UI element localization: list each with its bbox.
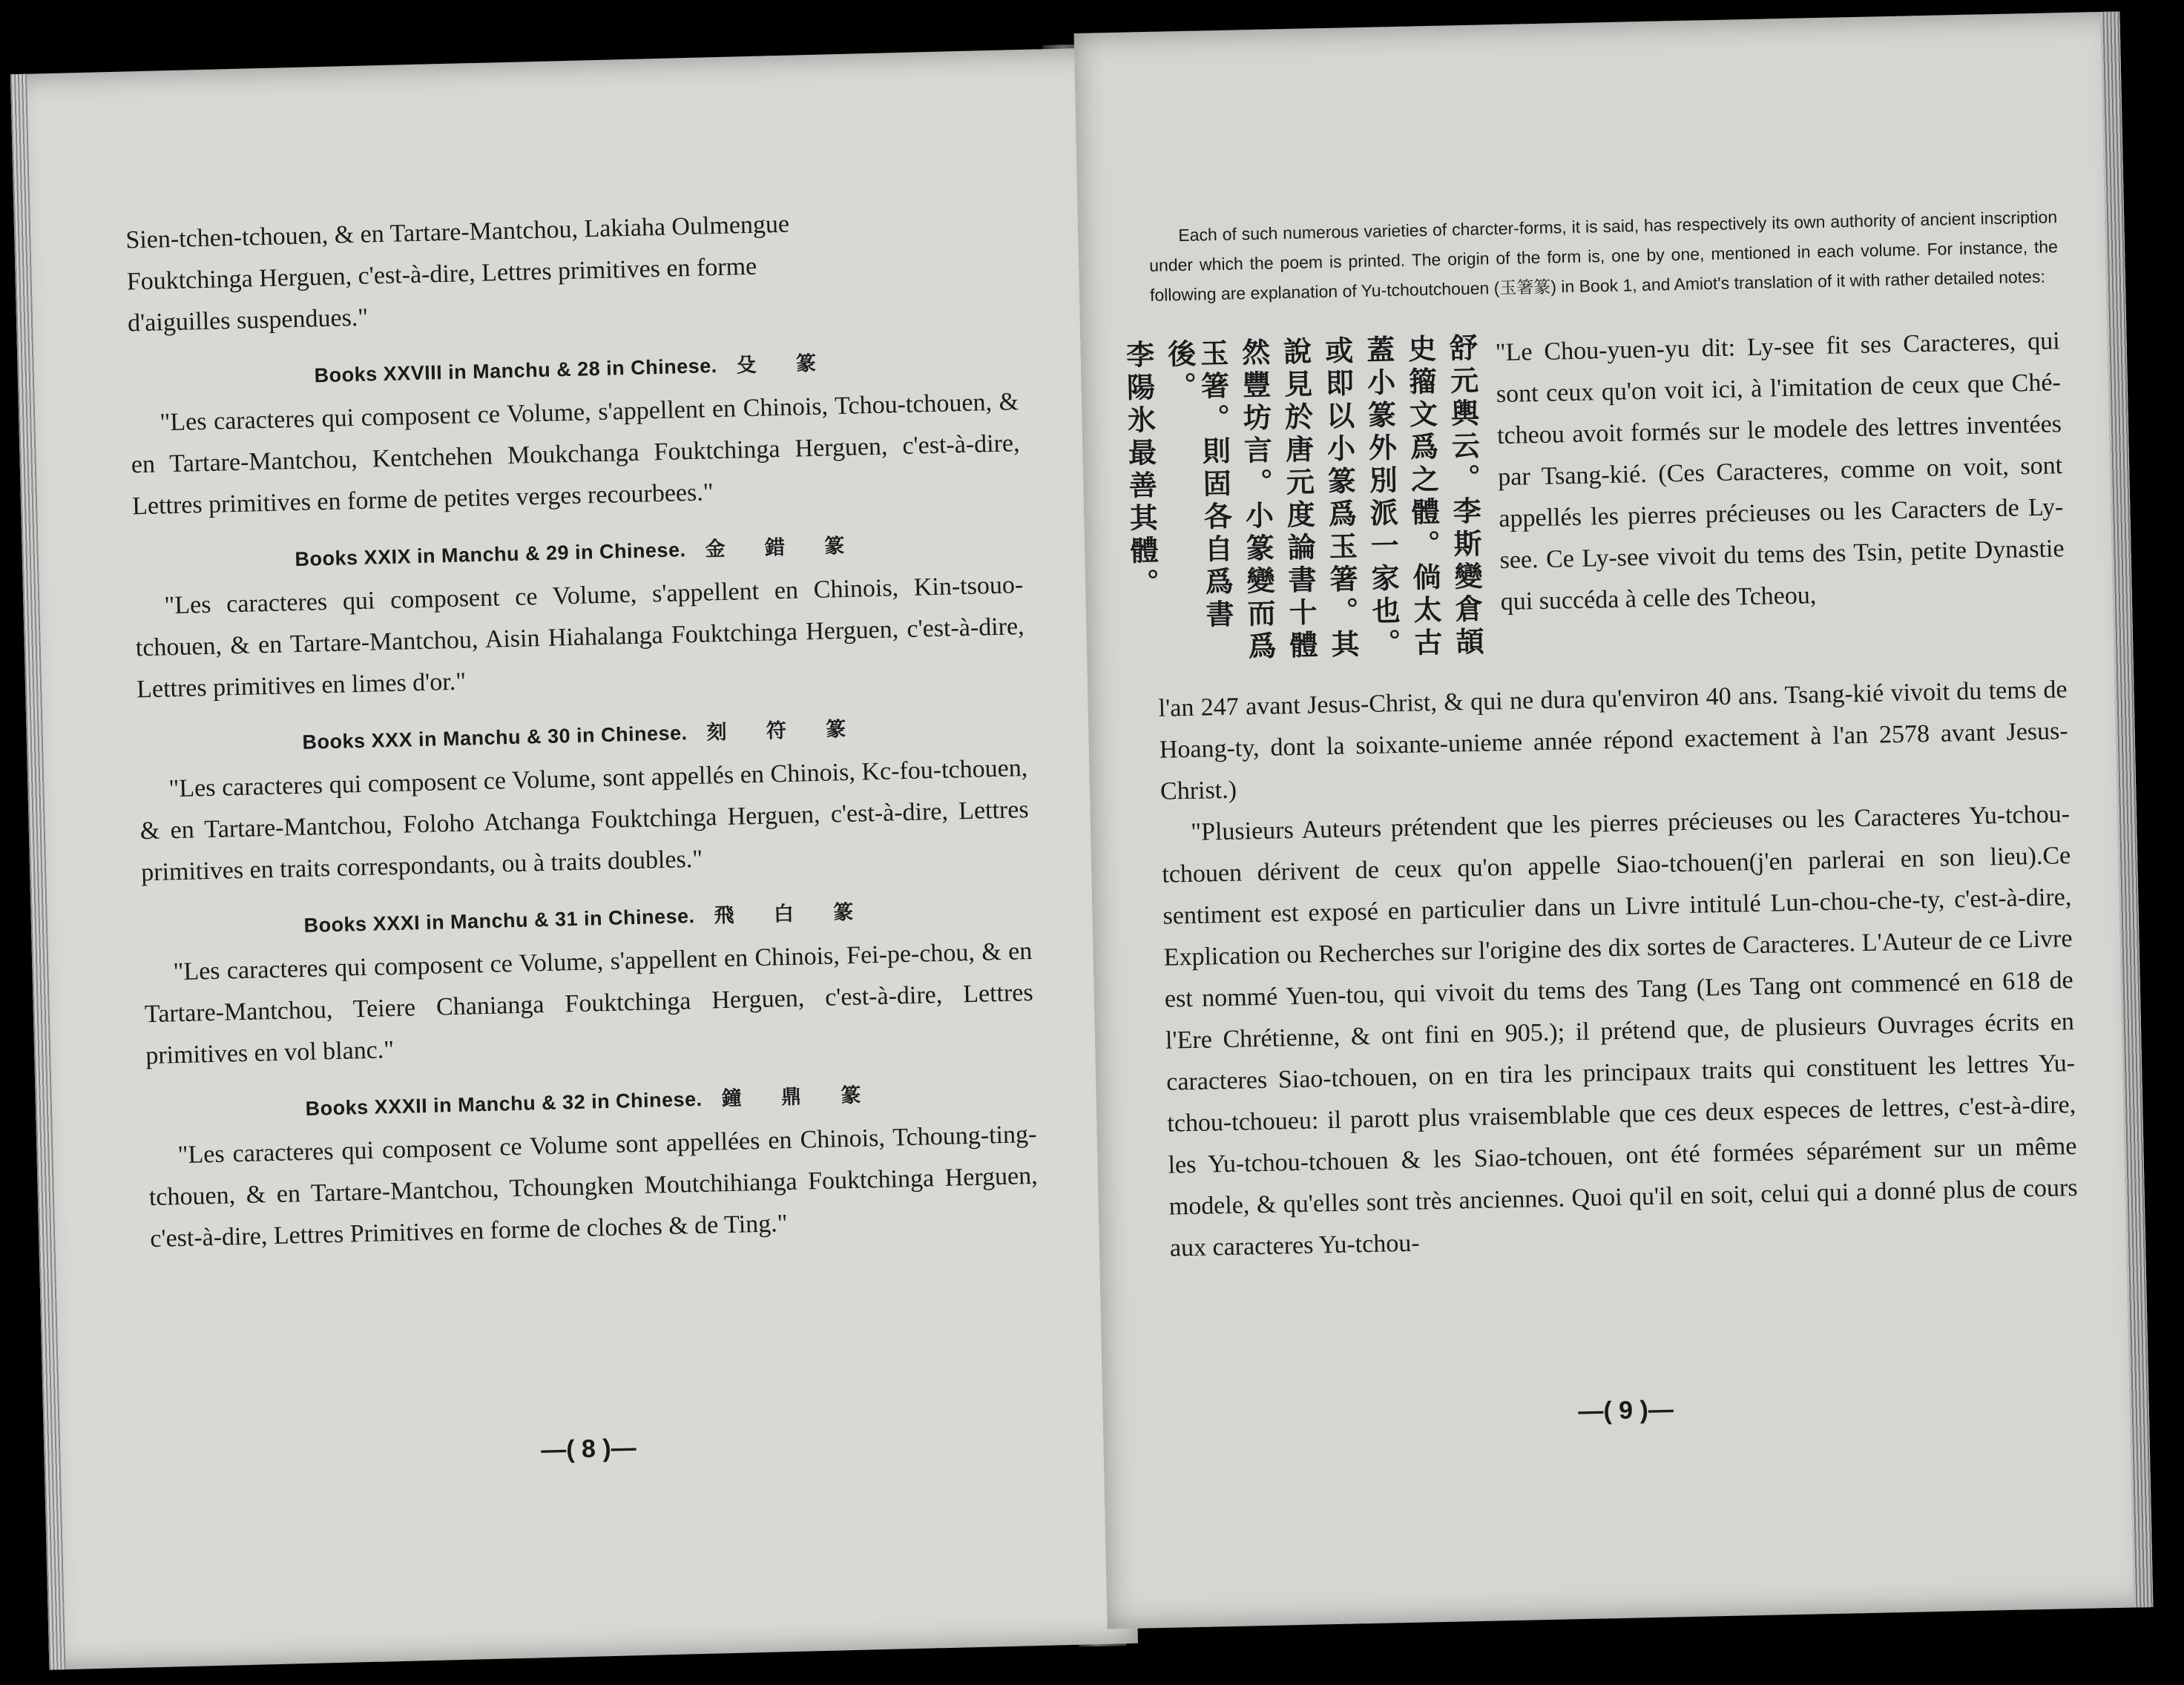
chinese-column: 或即以小篆爲玉箸。其 bbox=[1320, 335, 1360, 663]
heading-chinese: 刻 符 篆 bbox=[706, 717, 863, 745]
chinese-column: 李陽氷最善其體。 bbox=[1121, 339, 1160, 601]
heading-chinese: 殳 篆 bbox=[736, 352, 833, 377]
chinese-column: 然豐坊言。小篆變而爲 bbox=[1237, 337, 1277, 665]
chinese-column: 玉箸。則固各自爲書後。 bbox=[1162, 337, 1234, 633]
left-page-content bbox=[125, 198, 1039, 1260]
translation-paragraph: "Plusieurs Auteurs prétendent que les pierres précieuses ou les Caracteres Yu-tchou-tchouen dérivent de ceux qu'on appelle Siao-tchouen(j'en parlerai en son lieu).Ce sentiment est exposé en particulier dans un Livre intitulé Lun-chou-che-ty, c'est-à-dire, Explication ou Recherches sur l'origine des dix sortes de Caracteres. L'Auteur de ce Livre est nommé Yuen-tou, qui vivoit du tems des Tang (Les Tang ont commencé en 618 de l'Ere Chrétienne, & ont fini en 905.); il prétend que, de plusieurs Ouvrages écrits en caracteres Siao-tchouen, on en tira les principaux traits qui constituent les lettres Yu-tchou-tchoueu: il parott plus vraisemblable que ces deux especes de lettres, c'est-à-dire, les Yu-tchou-tchouen & les Siao-tchouen, ont été formées séparément sur un même modele, & qu'elles sont très anciennes. Quoi qu'il en soit, celui qui a donné plus de cours aux caracteres Yu-tchou- bbox=[1162, 800, 2078, 1262]
page-number: —( 8 )— bbox=[540, 1434, 637, 1465]
section-text: "Les caracteres qui composent ce Volume, s'appellent en Chinois, Tchou-tchouen, & en Tartare-Mantchou, Kentchehen Moukchanga Fouktchinga Herguen, c'est-à-dire, Lettres primitives en forme de petites verges recourbees." bbox=[131, 388, 1020, 521]
intro-line: d'aiguilles suspendues." bbox=[127, 303, 369, 337]
heading-text: Books XXIX in Manchu & 29 in Chinese. bbox=[295, 538, 686, 571]
page-number: —( 9 )— bbox=[1578, 1395, 1674, 1426]
chinese-column: 說見於唐元度論書十體 bbox=[1278, 336, 1318, 664]
chinese-vertical-text bbox=[1121, 332, 1484, 688]
english-note: Each of such numerous varieties of charcter-forms, it is said, has respectively its own authority of ancient inscription under which the poem is printed. The origin of the form is, one by one, mentioned in each volume. For instance, the following are explanation of Yu-tchoutchouen (玉箸篆) in Book 1, and Amiot's translation of it with rather detailed notes: bbox=[1148, 207, 2059, 305]
page-edge bbox=[10, 74, 66, 1670]
heading-chinese: 金 錯 篆 bbox=[705, 534, 861, 561]
right-page bbox=[1074, 11, 2154, 1629]
heading-text: Books XXXII in Manchu & 32 in Chinese. bbox=[305, 1087, 703, 1120]
left-page bbox=[10, 47, 1138, 1669]
intro-line: Fouktchinga Herguen, c'est-à-dire, Lettres primitives en forme bbox=[126, 252, 757, 296]
intro-line: Sien-tchen-tchouen, & en Tartare-Mantchou, Lakiaha Oulmengue bbox=[125, 210, 790, 254]
chinese-column: 舒元輿云。李斯變倉頡 bbox=[1444, 332, 1484, 660]
chinese-and-translation bbox=[1121, 320, 2067, 688]
translation-paragraph-continued: l'an 247 avant Jesus-Christ, & qui ne dura qu'environ 40 ans. Tsang-kié vivoit du tems de Hoang-ty, dont la soixante-unieme année répond exactement à l'an 2578 avant Jesus-Christ.) bbox=[1158, 676, 2069, 805]
chinese-column: 史籀文爲之體。倘太古 bbox=[1403, 333, 1443, 661]
section-text: "Les caracteres qui composent ce Volume, s'appellent en Chinois, Fei-pe-chou, & en Tartare-Mantchou, Teiere Chanianga Fouktchinga Herguen, c'est-à-dire, Lettres primitives en vol blanc." bbox=[144, 937, 1034, 1070]
section-text: "Les caracteres qui composent ce Volume, s'appellent en Chinois, Kin-tsouo-tchouen, & en Tartare-Mantchou, Aisin Hiahalanga Fouktchinga Herguen, c'est-à-dire, Lettres primitives en limes d'or." bbox=[135, 571, 1024, 704]
translation-paragraph-start: "Le Chou-yuen-yu dit: Ly-see fit ses Caracteres, qui sont ceux qu'on voit ici, à l'imitation de ceux que Ché-tcheou avoit formés sur le modele des lettres inventées par Tsang-kié. (Ces Caracteres, comme on voit, sont appellés les pierres précieuses ou les Caracters de Ly-see. Ce Ly-see vivoit du tems des Tsin, petite Dynastie qui succéda à celle des Tcheou, bbox=[1495, 327, 2065, 616]
heading-text: Books XXVIII in Manchu & 28 in Chinese. bbox=[314, 355, 718, 387]
chinese-column: 蓋小篆外別派一家也。 bbox=[1361, 334, 1401, 662]
heading-chinese: 鐘 鼎 篆 bbox=[721, 1084, 878, 1111]
heading-text: Books XXXI in Manchu & 31 in Chinese. bbox=[303, 905, 695, 937]
heading-text: Books XXX in Manchu & 30 in Chinese. bbox=[302, 722, 688, 754]
section-text: "Les caracteres qui composent ce Volume, sont appellés en Chinois, Kc-fou-tchouen, & en Tartare-Mantchou, Foloho Atchanga Fouktchinga Herguen, c'est-à-dire, Lettres primitives en traits correspondants, ou à traits doubles." bbox=[139, 754, 1030, 887]
right-page-content bbox=[1121, 202, 2079, 1269]
page-edge bbox=[2100, 11, 2153, 1607]
heading-chinese: 飛 白 篆 bbox=[714, 900, 870, 928]
section-text: "Les caracteres qui composent ce Volume sont appellées en Chinois, Tchoung-ting-tchouen, & en Tartare-Mantchou, Tchoungken Moutchihianga Fouktchinga Herguen, c'est-à-dire, Lettres Primitives en forme de cloches & de Ting." bbox=[148, 1120, 1039, 1253]
